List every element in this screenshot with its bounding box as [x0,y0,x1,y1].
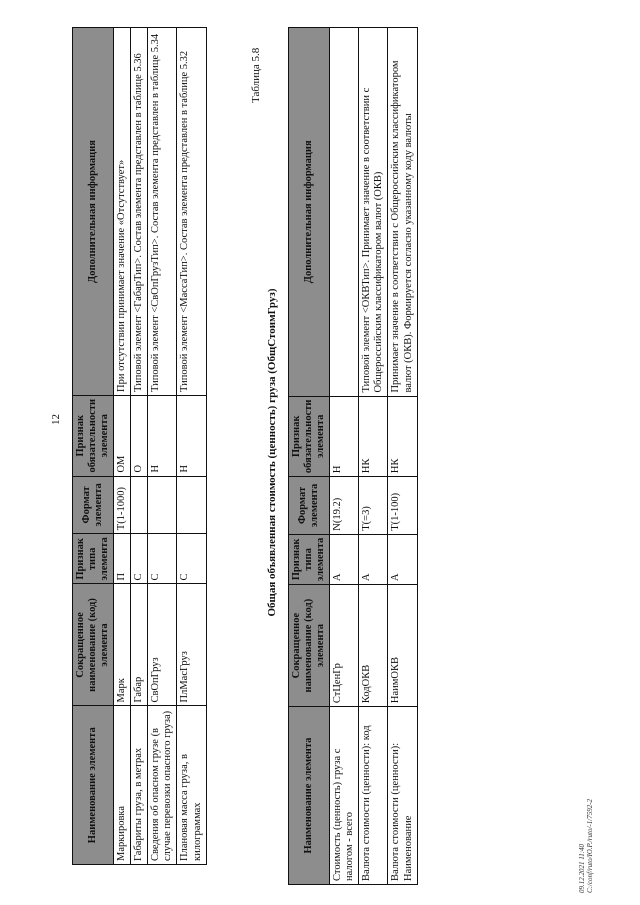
cell-type: П [114,534,131,584]
table-label: Таблица 5.8 [250,47,262,103]
cell-required: О [131,396,148,477]
header-cell: Признак обязательности элемента [73,396,114,477]
cell-info: Принимает значение в соответствии с Общероссийским классификатором валют (ОКВ). Формируется согласно указанному коду валюты [388,28,417,397]
table-row [114,28,131,865]
header-cell: Наименование элемента [73,706,114,865]
cell-format: T(1-100) [388,477,417,535]
cell-info: Типовой элемент <СвОпГрузТип>. Состав элемента представлен в таблице 5.34 [148,28,177,396]
cell-type: А [359,534,388,584]
cell-name: Стоимость (ценность) груза с налогом - всего [330,707,359,885]
cell-code: СтЦенГр [330,585,359,707]
cell-info [330,28,359,397]
print-footer [578,799,595,893]
page-number: 12 [50,414,62,425]
cell-code: Габар [131,584,148,706]
cell-code: СвОпГруз [148,584,177,706]
table-header-row [289,28,330,885]
table-row [177,28,206,865]
cell-code: ПлМасГруз [177,584,206,706]
cell-info: Типовой элемент <МассаТип>. Состав элемента представлен в таблице 5.32 [177,28,206,396]
cell-type: А [330,534,359,584]
cell-type: С [177,534,206,584]
cell-name: Маркировка [114,706,131,865]
table-row [359,28,388,885]
table-row [330,28,359,885]
header-cell: Сокращенное наименование (код) элемента [73,584,114,706]
header-cell: Признак типа элемента [289,534,330,584]
header-cell: Дополнительная информация [289,28,330,397]
cell-type: С [131,534,148,584]
table-caption: Общая объявленная стоимость (ценность) груза (ОбщСтоимГруз) [266,288,278,617]
table-header-row [73,28,114,865]
table-declared-value [288,27,418,885]
cell-format [177,476,206,534]
header-cell: Формат элемента [73,476,114,534]
table-cargo-info [72,27,207,865]
header-cell: Признак типа элемента [73,534,114,584]
cell-info: Типовой элемент <ГабарТип>. Состав элемента представлен в таблице 5.36 [131,28,148,396]
cell-required: Н [148,396,177,477]
footer-path: C:/conf/ruto/Ю.Р./ruto/-1/7592-2 [586,798,595,893]
cell-format: T(1-1000) [114,476,131,534]
header-cell: Сокращенное наименование (код) элемента [289,585,330,707]
header-cell: Наименование элемента [289,707,330,885]
cell-code: НаимОКВ [388,585,417,707]
cell-required: Н [177,396,206,477]
cell-format: T(=3) [359,477,388,535]
table-row [131,28,148,865]
header-cell: Дополнительная информация [73,28,114,396]
cell-info: Типовой элемент <ОКВТип>. Принимает значение в соответствии с Общероссийским классификатором валют (ОКВ) [359,28,388,397]
cell-required: Н [330,396,359,477]
header-cell: Формат элемента [289,477,330,535]
cell-required: НК [359,396,388,477]
cell-name: Валюта стоимости (ценности): Наименование [388,707,417,885]
cell-format [131,476,148,534]
cell-code: КодОКВ [359,585,388,707]
cell-type: С [148,534,177,584]
cell-format [148,476,177,534]
header-cell: Признак обязательности элемента [289,396,330,477]
cell-info: При отсутствии принимает значение «Отсутствует» [114,28,131,396]
cell-type: А [388,534,417,584]
footer-timestamp: 09.12.2021 11:40 [578,843,586,893]
table-row [148,28,177,865]
cell-name: Плановая масса груза, в килограммах [177,706,206,865]
cell-required: НК [388,396,417,477]
table-row [388,28,417,885]
cell-name: Валюта стоимости (ценности): код [359,707,388,885]
cell-name: Габариты груза, в метрах [131,706,148,865]
cell-required: ОМ [114,396,131,477]
cell-code: Марк [114,584,131,706]
cell-name: Сведения об опасном грузе (в случае перевозки опасного груза) [148,706,177,865]
cell-format: N(19.2) [330,477,359,535]
